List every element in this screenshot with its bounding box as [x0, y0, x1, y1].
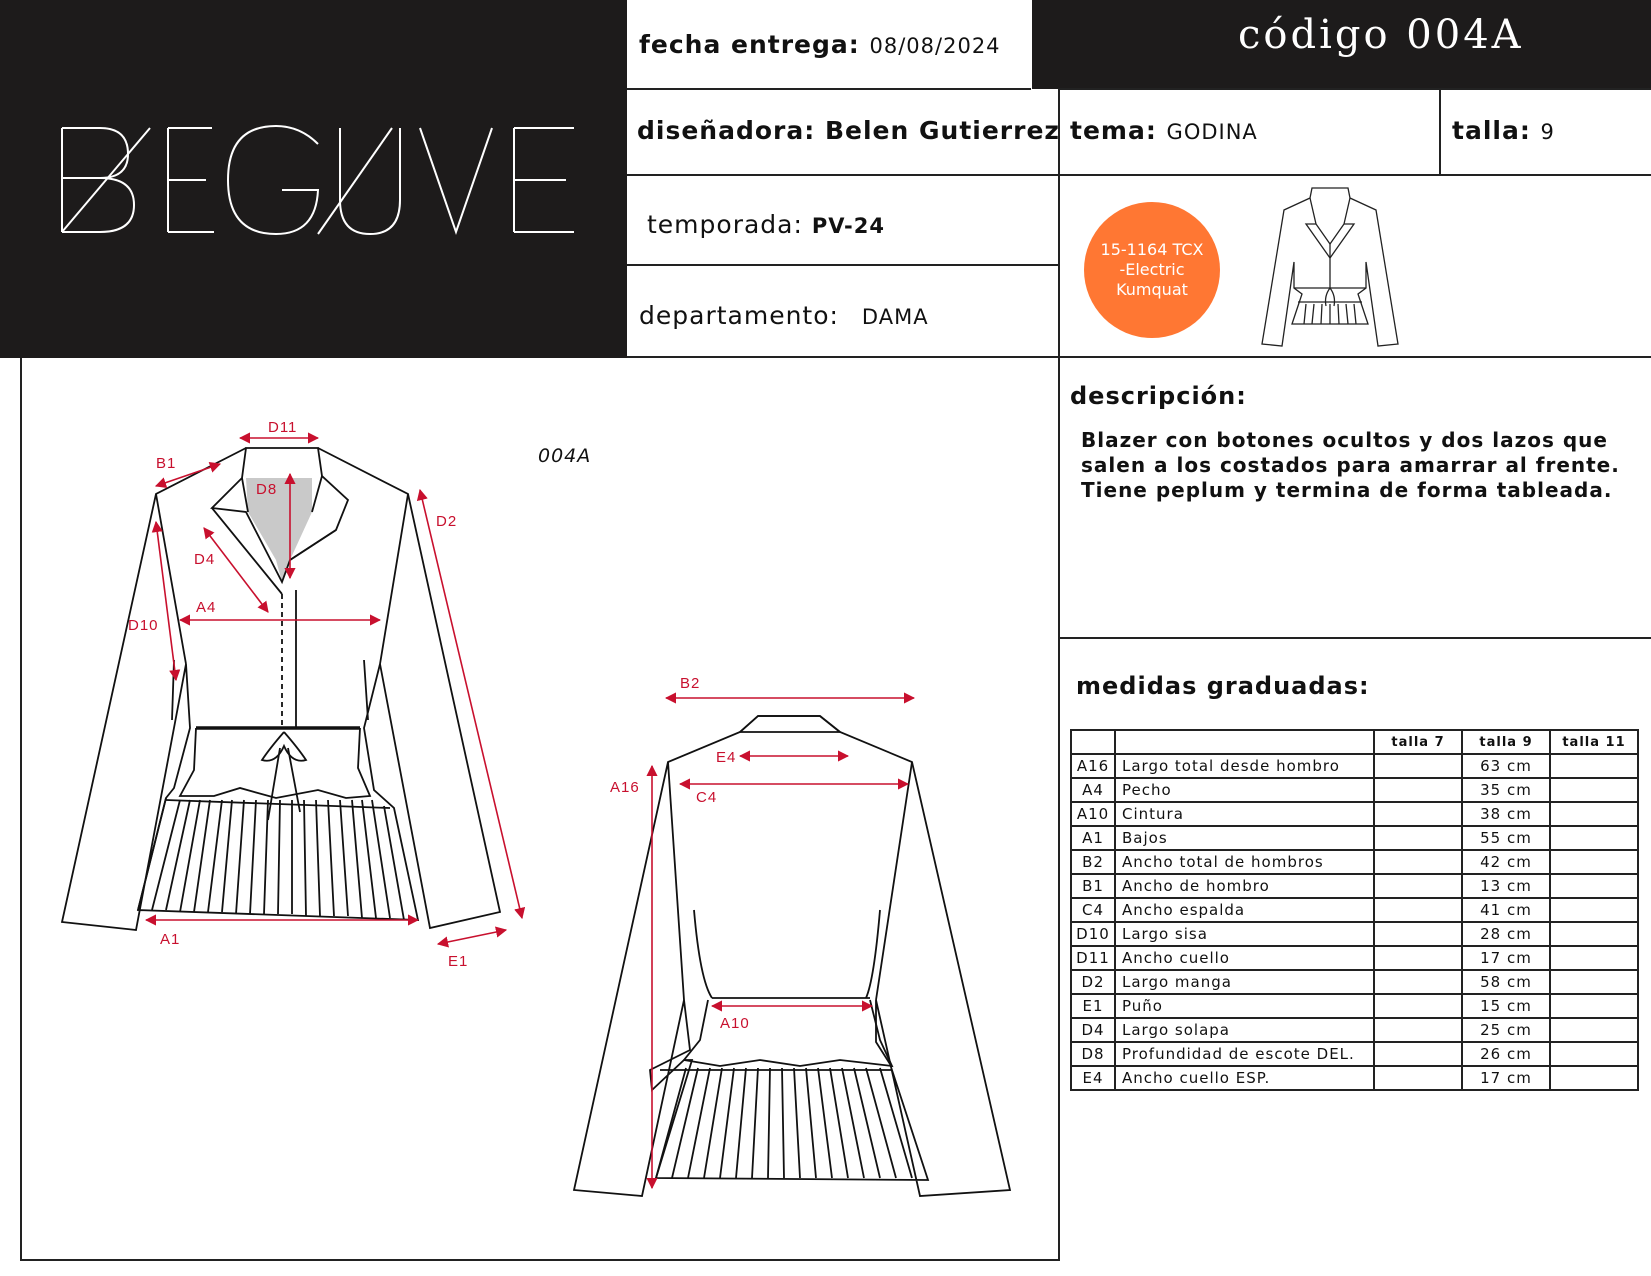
- cell-name: Pecho: [1115, 778, 1374, 802]
- cell-t11: [1550, 898, 1638, 922]
- cell-code: D2: [1071, 970, 1115, 994]
- cell-t11: [1550, 1066, 1638, 1090]
- divider: [627, 174, 1651, 176]
- technical-drawing: [0, 358, 1058, 1258]
- cell-t11: [1550, 1018, 1638, 1042]
- label-d8: D8: [256, 481, 278, 498]
- divider: [1439, 88, 1441, 174]
- label-a1: A1: [160, 931, 181, 948]
- temporada-value: PV-24: [811, 214, 885, 238]
- table-row: [1071, 1018, 1638, 1042]
- codigo: [1238, 12, 1524, 58]
- cell-t7: [1374, 754, 1462, 778]
- disenadora-field: [637, 116, 1060, 145]
- label-b2: B2: [680, 675, 701, 692]
- descripcion-title: descripción:: [1070, 382, 1247, 410]
- label-d2: D2: [436, 513, 458, 530]
- cell-t9: 13 cm: [1462, 874, 1550, 898]
- tema-label: tema:: [1070, 116, 1157, 145]
- cell-t9: 35 cm: [1462, 778, 1550, 802]
- fecha-value: 08/08/2024: [869, 34, 1001, 58]
- table-row: [1071, 922, 1638, 946]
- departamento-value: DAMA: [861, 305, 929, 329]
- divider: [20, 1259, 1060, 1261]
- table-row: [1071, 1042, 1638, 1066]
- divider: [1058, 88, 1060, 1260]
- table-row: [1071, 754, 1638, 778]
- cell-code: E1: [1071, 994, 1115, 1018]
- table-row: [1071, 898, 1638, 922]
- table-row: [1071, 802, 1638, 826]
- talla-field: [1452, 116, 1555, 145]
- label-a10: A10: [720, 1015, 750, 1032]
- cell-t11: [1550, 826, 1638, 850]
- cell-t7: [1374, 1042, 1462, 1066]
- cell-t7: [1374, 970, 1462, 994]
- talla-label: talla:: [1452, 116, 1531, 145]
- temporada-field: [647, 210, 885, 239]
- label-a4: A4: [196, 599, 217, 616]
- cell-t11: [1550, 778, 1638, 802]
- label-e4: E4: [716, 749, 737, 766]
- header-cell: talla 11: [1550, 730, 1638, 754]
- cell-t7: [1374, 1018, 1462, 1042]
- label-e1: E1: [448, 953, 469, 970]
- label-b1: B1: [156, 455, 177, 472]
- cell-t7: [1374, 922, 1462, 946]
- cell-t7: [1374, 994, 1462, 1018]
- cell-t11: [1550, 874, 1638, 898]
- cell-code: A1: [1071, 826, 1115, 850]
- cell-code: C4: [1071, 898, 1115, 922]
- table-row: [1071, 1066, 1638, 1090]
- cell-t9: 55 cm: [1462, 826, 1550, 850]
- cell-name: Largo manga: [1115, 970, 1374, 994]
- tema-field: [1070, 116, 1258, 145]
- header-cell: talla 7: [1374, 730, 1462, 754]
- cell-t9: 15 cm: [1462, 994, 1550, 1018]
- table-row: [1071, 850, 1638, 874]
- cell-t11: [1550, 922, 1638, 946]
- cell-name: Ancho de hombro: [1115, 874, 1374, 898]
- cell-name: Largo solapa: [1115, 1018, 1374, 1042]
- fecha-field: [639, 30, 1001, 59]
- descripcion-text: Blazer con botones ocultos y dos lazos que salen a los costados para amarrar al frente. Tiene peplum y termina de forma tableada.: [1081, 428, 1620, 502]
- cell-t7: [1374, 778, 1462, 802]
- label-c4: C4: [696, 789, 718, 806]
- cell-code: D10: [1071, 922, 1115, 946]
- cell-t9: 58 cm: [1462, 970, 1550, 994]
- header-cell: talla 9: [1462, 730, 1550, 754]
- cell-code: D4: [1071, 1018, 1115, 1042]
- cell-code: E4: [1071, 1066, 1115, 1090]
- cell-t9: 42 cm: [1462, 850, 1550, 874]
- cell-t7: [1374, 802, 1462, 826]
- cell-code: B1: [1071, 874, 1115, 898]
- cell-code: D8: [1071, 1042, 1115, 1066]
- table-row: [1071, 826, 1638, 850]
- divider: [627, 264, 1059, 266]
- cell-name: Ancho cuello: [1115, 946, 1374, 970]
- fecha-label: fecha entrega:: [639, 30, 860, 59]
- label-d11: D11: [268, 419, 298, 436]
- label-a16: A16: [610, 779, 640, 796]
- divider: [1060, 88, 1651, 90]
- cell-name: Cintura: [1115, 802, 1374, 826]
- cell-name: Ancho espalda: [1115, 898, 1374, 922]
- cell-t11: [1550, 970, 1638, 994]
- codigo-value: 004A: [1406, 12, 1524, 58]
- cell-name: Ancho cuello ESP.: [1115, 1066, 1374, 1090]
- tema-value: GODINA: [1166, 120, 1258, 144]
- cell-code: B2: [1071, 850, 1115, 874]
- cell-t11: [1550, 1042, 1638, 1066]
- garment-thumbnail: [1250, 184, 1410, 350]
- divider: [1060, 637, 1651, 639]
- divider: [627, 88, 1031, 90]
- color-swatch: [1084, 202, 1220, 338]
- departamento-label: departamento:: [639, 301, 839, 330]
- cell-name: Ancho total de hombros: [1115, 850, 1374, 874]
- color-swatch-label: 15-1164 TCX -Electric Kumquat: [1100, 240, 1204, 299]
- cell-t9: 28 cm: [1462, 922, 1550, 946]
- cell-t11: [1550, 994, 1638, 1018]
- cell-t7: [1374, 946, 1462, 970]
- talla-value: 9: [1540, 120, 1555, 144]
- header-cell: [1115, 730, 1374, 754]
- temporada-label: temporada:: [647, 210, 803, 239]
- codigo-label: código: [1238, 12, 1391, 58]
- cell-name: Puño: [1115, 994, 1374, 1018]
- cell-name: Bajos: [1115, 826, 1374, 850]
- table-row: [1071, 778, 1638, 802]
- cell-code: A4: [1071, 778, 1115, 802]
- disenadora-value: Belen Gutierrez: [824, 116, 1060, 145]
- departamento-field: [639, 301, 929, 330]
- cell-t9: 38 cm: [1462, 802, 1550, 826]
- cell-name: Largo sisa: [1115, 922, 1374, 946]
- cell-code: D11: [1071, 946, 1115, 970]
- cell-t9: 63 cm: [1462, 754, 1550, 778]
- cell-t7: [1374, 874, 1462, 898]
- cell-t9: 17 cm: [1462, 946, 1550, 970]
- cell-t7: [1374, 826, 1462, 850]
- logo-block: [0, 0, 627, 358]
- cell-t9: 41 cm: [1462, 898, 1550, 922]
- table-row: [1071, 970, 1638, 994]
- table-row: [1071, 946, 1638, 970]
- front-view: [62, 448, 500, 930]
- medidas-title: medidas graduadas:: [1076, 672, 1370, 700]
- table-row: [1071, 994, 1638, 1018]
- cell-name: Profundidad de escote DEL.: [1115, 1042, 1374, 1066]
- disenadora-label: diseñadora:: [637, 116, 816, 145]
- cell-t11: [1550, 754, 1638, 778]
- table-header-row: [1071, 730, 1638, 754]
- table-row: [1071, 874, 1638, 898]
- cell-t11: [1550, 802, 1638, 826]
- header-cell: [1071, 730, 1115, 754]
- cell-code: A16: [1071, 754, 1115, 778]
- cell-t11: [1550, 946, 1638, 970]
- style-reference: 004A: [538, 445, 592, 467]
- cell-name: Largo total desde hombro: [1115, 754, 1374, 778]
- cell-t11: [1550, 850, 1638, 874]
- label-d10: D10: [128, 617, 159, 634]
- cell-t7: [1374, 850, 1462, 874]
- cell-t9: 25 cm: [1462, 1018, 1550, 1042]
- cell-t7: [1374, 1066, 1462, 1090]
- label-d4: D4: [194, 551, 216, 568]
- brand-logo: [0, 0, 627, 358]
- medidas-table: [1070, 729, 1639, 1091]
- cell-t9: 17 cm: [1462, 1066, 1550, 1090]
- cell-code: A10: [1071, 802, 1115, 826]
- cell-t9: 26 cm: [1462, 1042, 1550, 1066]
- cell-t7: [1374, 898, 1462, 922]
